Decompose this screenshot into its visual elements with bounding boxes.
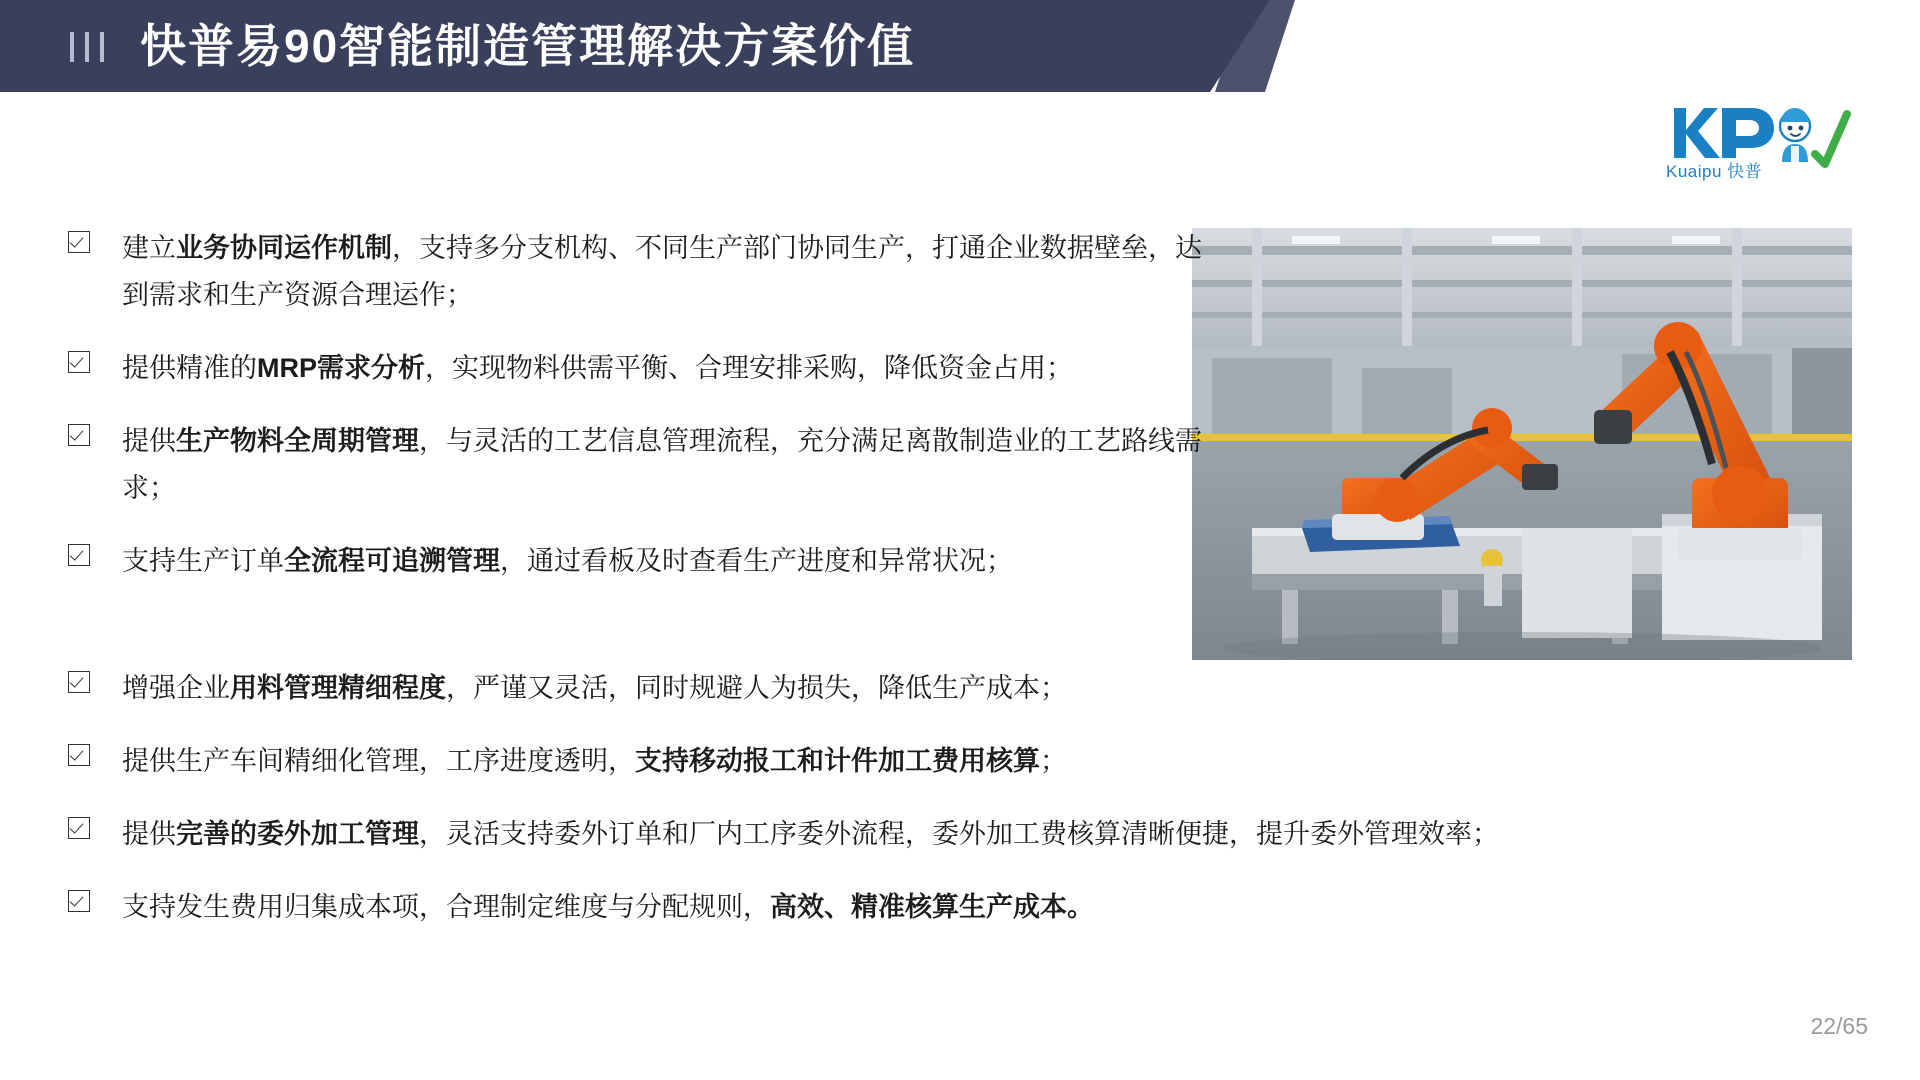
page-title: 快普易90智能制造管理解决方案价值 <box>140 20 916 72</box>
brand-logo-text: Kuaipu 快普 <box>1666 162 1763 181</box>
checkbox-checked-icon <box>68 671 90 693</box>
checkbox-checked-icon <box>68 744 90 766</box>
list-item <box>0 538 1920 585</box>
checkbox-checked-icon <box>68 231 90 253</box>
checkbox-checked-icon <box>68 424 90 446</box>
list-item-text: 增强企业用料管理精细程度，严谨又灵活，同时规避人为损失，降低生产成本； <box>122 673 1067 703</box>
list-item <box>0 345 1920 392</box>
list-item-text: 支持发生费用归集成本项，合理制定维度与分配规则，高效、精准核算生产成本。 <box>122 892 1094 922</box>
list-item-text: 提供精准的MRP需求分析，实现物料供需平衡、合理安排采购，降低资金占用； <box>122 353 1073 383</box>
hamburger-icon <box>70 30 104 64</box>
list-item-text: 支持生产订单全流程可追溯管理，通过看板及时查看生产进度和异常状况； <box>122 546 1013 576</box>
checkbox-checked-icon <box>68 351 90 373</box>
section-spacer <box>0 611 1920 665</box>
list-item <box>0 418 1920 512</box>
bullet-list <box>0 225 1920 957</box>
list-item <box>0 884 1920 931</box>
list-item <box>0 738 1920 785</box>
list-item-text: 提供完善的委外加工管理，灵活支持委外订单和厂内工序委外流程，委外加工费核算清晰便捷，提升委外管理效率； <box>122 819 1499 849</box>
checkbox-checked-icon <box>68 817 90 839</box>
checkbox-checked-icon <box>68 544 90 566</box>
list-item-text: 提供生产物料全周期管理，与灵活的工艺信息管理流程，充分满足离散制造业的工艺路线需求； <box>122 426 1202 503</box>
checkbox-checked-icon <box>68 890 90 912</box>
list-item <box>0 811 1920 858</box>
list-item-text: 建立业务协同运作机制，支持多分支机构、不同生产部门协同生产，打通企业数据壁垒，达到需求和生产资源合理运作； <box>122 233 1202 310</box>
list-item <box>0 665 1920 712</box>
brand-logo <box>1658 100 1858 184</box>
list-item-text: 提供生产车间精细化管理，工序进度透明，支持移动报工和计件加工费用核算； <box>122 746 1067 776</box>
page-number: 22/65 <box>1810 1013 1868 1039</box>
list-item <box>0 225 1920 319</box>
